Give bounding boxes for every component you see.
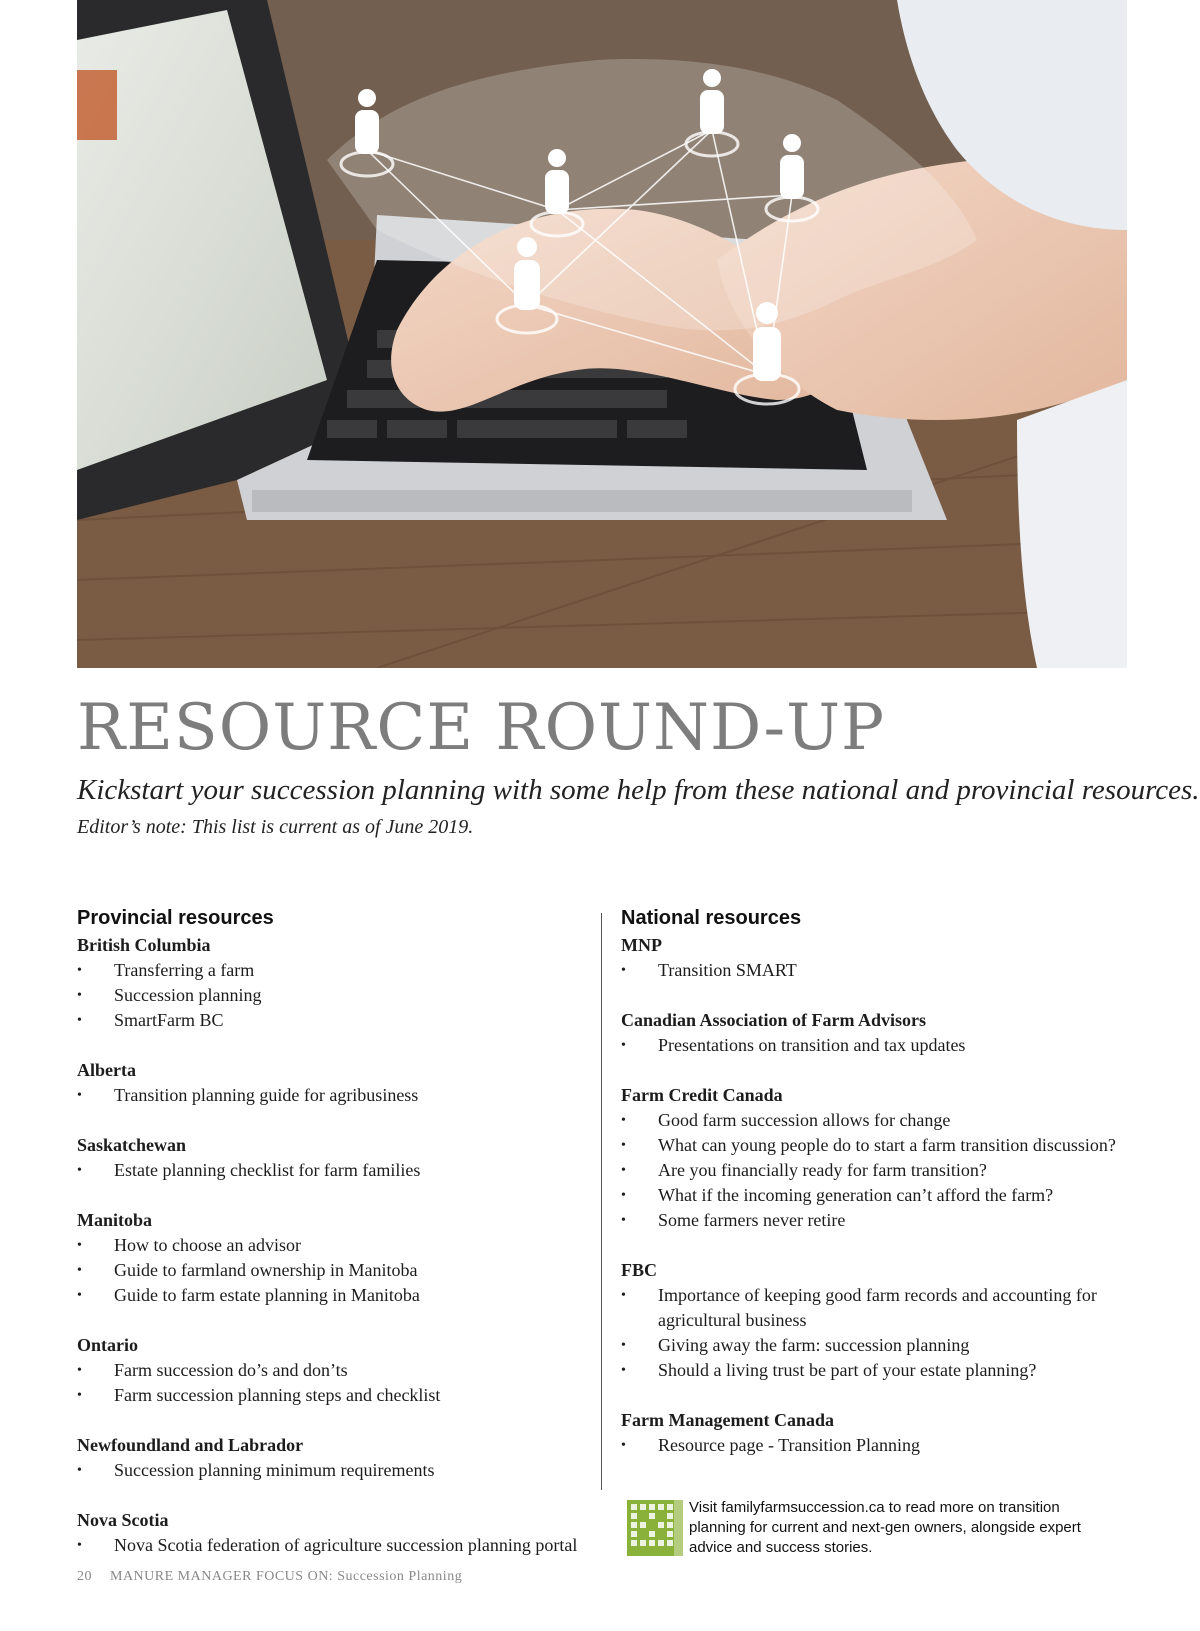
resource-list [621,1033,1141,1058]
resource-link[interactable]: • Farm succession planning steps and checklist [77,1383,597,1408]
resource-group [77,1133,597,1183]
resource-group [621,1083,1141,1233]
familyfarmsuccession-logo-icon [627,1500,683,1556]
resource-group-name: FBC [621,1260,657,1280]
resource-link[interactable]: • Guide to farmland ownership in Manitoba [77,1258,597,1283]
callout-box [625,1495,1145,1563]
resource-group [77,1508,597,1558]
provincial-heading: Provincial resources [77,907,274,929]
resource-list [77,1358,597,1408]
resource-link[interactable]: • Are you financially ready for farm transition? [621,1158,1141,1183]
resource-group [77,1208,597,1308]
resource-link[interactable]: • Transition planning guide for agribusiness [77,1083,597,1108]
resource-link[interactable]: • Farm succession do’s and don’ts [77,1358,597,1383]
resource-link[interactable]: • SmartFarm BC [77,1008,597,1033]
resource-link[interactable]: • Resource page - Transition Planning [621,1433,1141,1458]
resource-link[interactable]: • What can young people do to start a farm transition discussion? [621,1133,1141,1158]
resource-link[interactable]: • Succession planning minimum requirements [77,1458,597,1483]
column-divider [601,913,602,1490]
resource-group [621,933,1141,983]
resource-list [621,1433,1141,1458]
resource-link[interactable]: • Some farmers never retire [621,1208,1141,1233]
resource-list [621,958,1141,983]
resource-group-name: Nova Scotia [77,1510,169,1530]
resource-group-name: Canadian Association of Farm Advisors [621,1010,927,1030]
resource-link[interactable]: • Succession planning [77,983,597,1008]
resource-link[interactable]: • What if the incoming generation can’t afford the farm? [621,1183,1141,1208]
resource-group-name: Ontario [77,1335,138,1355]
resource-link[interactable]: • Transferring a farm [77,958,597,983]
resource-link[interactable]: • Importance of keeping good farm records and accounting for agricultural business [621,1283,1141,1333]
resource-group-name: Saskatchewan [77,1135,187,1155]
resource-group [77,933,597,1033]
callout-text: Visit familyfarmsuccession.ca to read more on transition planning for current and next-gen owners, alongside expert advice and success stories. [689,1499,1081,1556]
resource-list [77,1083,597,1108]
resource-list [621,1283,1141,1383]
resource-group [77,1058,597,1108]
publication-name: MANURE MANAGER FOCUS ON: [110,1569,334,1584]
page-subtitle: Kickstart your succession planning with some help from these national and provincial resources. [77,774,1200,806]
page-number: 20 [77,1569,92,1584]
resource-group-name: Manitoba [77,1210,153,1230]
resource-list [77,1533,597,1558]
resource-list [77,1158,597,1183]
resource-group [621,1408,1141,1458]
page-title: RESOURCE ROUND-UP [77,691,886,765]
resource-list [77,958,597,1033]
national-heading: National resources [621,907,802,929]
resource-link[interactable]: • How to choose an advisor [77,1233,597,1258]
resource-link[interactable]: • Estate planning checklist for farm families [77,1158,597,1183]
editor-note: Editor’s note: This list is current as of June 2019. [77,816,474,838]
resource-list [621,1108,1141,1233]
hero-image [77,0,1127,668]
resource-group [621,1258,1141,1383]
resource-link[interactable]: • Should a living trust be part of your estate planning? [621,1358,1141,1383]
resource-link[interactable]: • Guide to farm estate planning in Manitoba [77,1283,597,1308]
national-resources-column [621,905,1141,1483]
resource-list [77,1233,597,1308]
page-footer [77,1569,462,1585]
section-name: Succession Planning [337,1569,463,1584]
resource-group-name: MNP [621,935,662,955]
resource-link[interactable]: • Presentations on transition and tax updates [621,1033,1141,1058]
resource-link[interactable]: • Good farm succession allows for change [621,1108,1141,1133]
resource-link[interactable]: • Nova Scotia federation of agriculture succession planning portal [77,1533,597,1558]
resource-group [621,1008,1141,1058]
resource-link[interactable]: • Giving away the farm: succession planning [621,1333,1141,1358]
resource-list [77,1458,597,1483]
resource-group [77,1333,597,1408]
provincial-resources-column [77,905,597,1583]
resource-group [77,1433,597,1483]
resource-group-name: Farm Credit Canada [621,1085,783,1105]
resource-group-name: Farm Management Canada [621,1410,834,1430]
resource-group-name: British Columbia [77,935,211,955]
resource-group-name: Newfoundland and Labrador [77,1435,304,1455]
resource-group-name: Alberta [77,1060,136,1080]
resource-link[interactable]: • Transition SMART [621,958,1141,983]
